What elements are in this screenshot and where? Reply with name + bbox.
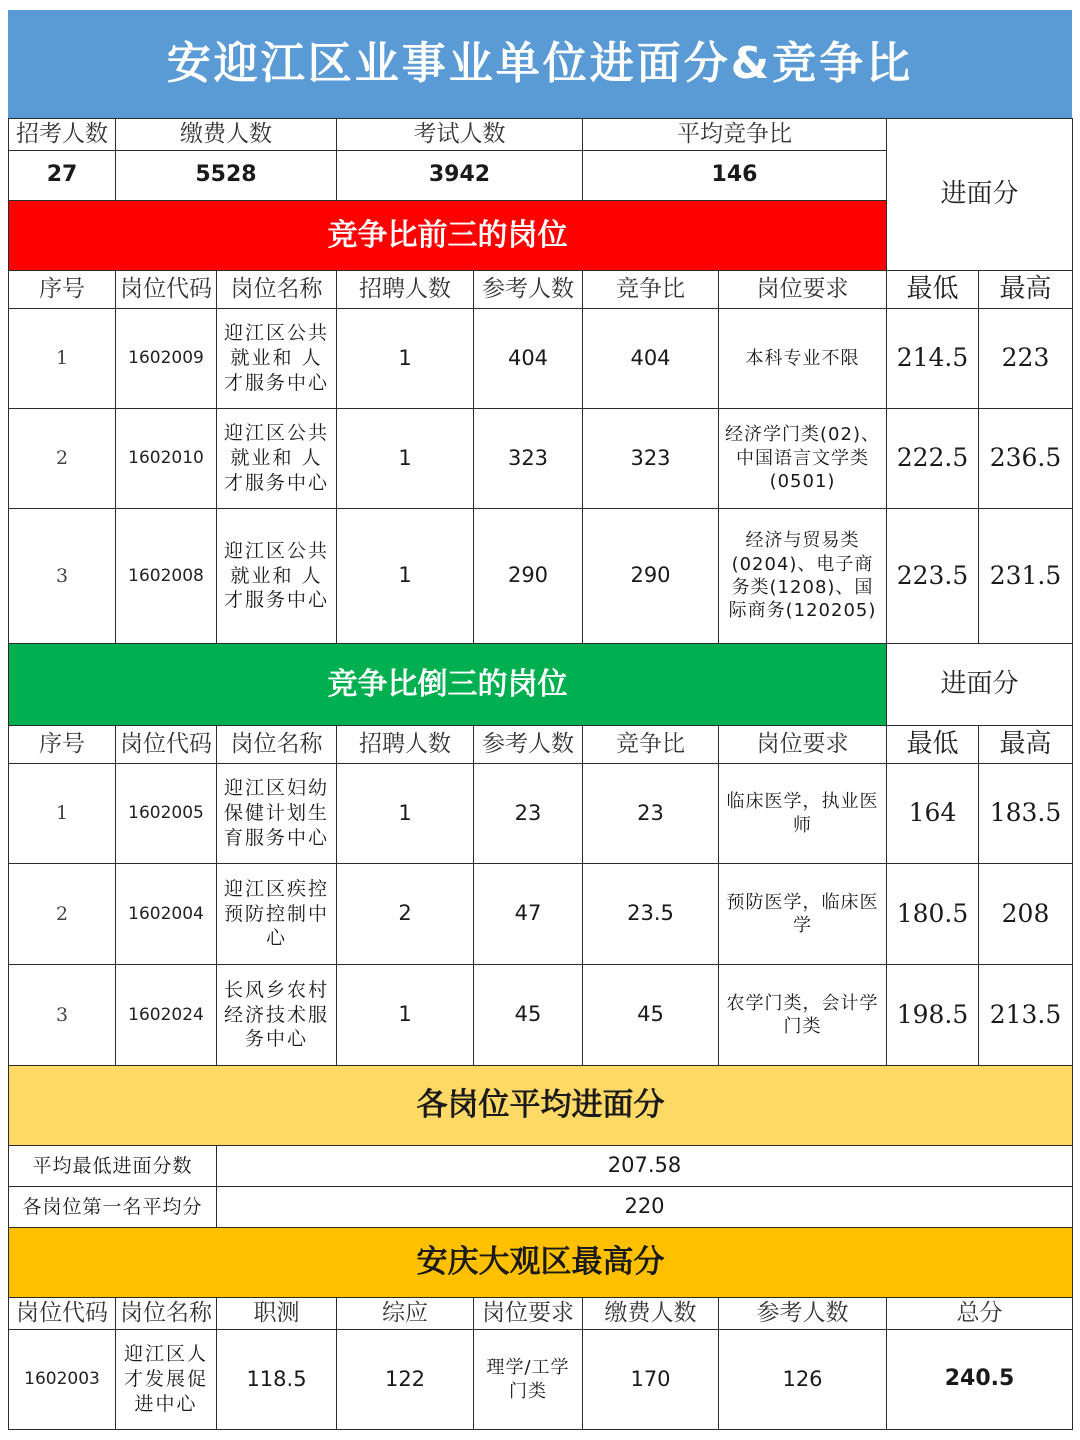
top3-row-min: 223.5 bbox=[886, 508, 979, 644]
top3-row-name: 迎江区公共就业和 人才服务中心 bbox=[216, 308, 337, 409]
score-table bbox=[8, 10, 1072, 1430]
top3-row-seq: 1 bbox=[8, 308, 116, 409]
bottom3-row-max: 208 bbox=[978, 863, 1073, 965]
bottom3-row-ratio: 23 bbox=[582, 763, 719, 864]
top3-row-examinees: 323 bbox=[473, 408, 583, 509]
top3-row-code: 1602009 bbox=[115, 308, 217, 409]
top3-row-examinees: 404 bbox=[473, 308, 583, 409]
daguan-paid: 170 bbox=[582, 1329, 719, 1430]
bottom3-req-header: 岗位要求 bbox=[718, 725, 887, 764]
top3-row-req: 经济与贸易类(0204)、电子商务类(1208)、国际商务(120205) bbox=[718, 508, 887, 644]
bottom3-hire-header: 招聘人数 bbox=[336, 725, 474, 764]
top3-name-header: 岗位名称 bbox=[216, 270, 337, 309]
daguan-req-header: 岗位要求 bbox=[473, 1297, 583, 1330]
bottom3-row-hire: 2 bbox=[336, 863, 474, 965]
bottom3-row-code: 1602005 bbox=[115, 763, 217, 864]
daguan-zongying: 122 bbox=[336, 1329, 474, 1430]
bottom3-row-max: 183.5 bbox=[978, 763, 1073, 864]
recruit-count-header: 招考人数 bbox=[8, 118, 116, 151]
bottom3-row-seq: 3 bbox=[8, 964, 116, 1066]
score-label-top: 进面分 bbox=[886, 118, 1073, 271]
top3-row-max: 231.5 bbox=[978, 508, 1073, 644]
bottom3-row-min: 180.5 bbox=[886, 863, 979, 965]
top3-examinees-header: 参考人数 bbox=[473, 270, 583, 309]
bottom3-row-min: 198.5 bbox=[886, 964, 979, 1066]
top3-row-seq: 2 bbox=[8, 408, 116, 509]
top3-row-hire: 1 bbox=[336, 508, 474, 644]
daguan-total: 240.5 bbox=[886, 1329, 1073, 1430]
avg-first-label: 各岗位第一名平均分 bbox=[8, 1186, 217, 1228]
top3-seq-header: 序号 bbox=[8, 270, 116, 309]
recruit-count-value: 27 bbox=[8, 150, 116, 201]
daguan-zongying-header: 综应 bbox=[336, 1297, 474, 1330]
bottom3-min-score-header: 最低 bbox=[886, 725, 979, 764]
daguan-paid-header: 缴费人数 bbox=[582, 1297, 719, 1330]
bottom3-row-seq: 2 bbox=[8, 863, 116, 965]
top3-row-name: 迎江区公共就业和 人才服务中心 bbox=[216, 508, 337, 644]
top3-row-seq: 3 bbox=[8, 508, 116, 644]
top3-hire-header: 招聘人数 bbox=[336, 270, 474, 309]
daguan-req: 理学/工学门类 bbox=[473, 1329, 583, 1430]
daguan-section-title: 安庆大观区最高分 bbox=[8, 1227, 1073, 1298]
daguan-name-header: 岗位名称 bbox=[115, 1297, 217, 1330]
average-section-title: 各岗位平均进面分 bbox=[8, 1065, 1073, 1146]
avg-ratio-header: 平均竞争比 bbox=[582, 118, 887, 151]
top3-row-min: 214.5 bbox=[886, 308, 979, 409]
top3-section-title: 竞争比前三的岗位 bbox=[8, 200, 887, 271]
top3-row-examinees: 290 bbox=[473, 508, 583, 644]
bottom3-code-header: 岗位代码 bbox=[115, 725, 217, 764]
bottom3-max-score-header: 最高 bbox=[978, 725, 1073, 764]
bottom3-row-hire: 1 bbox=[336, 964, 474, 1066]
bottom3-row-code: 1602024 bbox=[115, 964, 217, 1066]
avg-min-label: 平均最低进面分数 bbox=[8, 1145, 217, 1187]
top3-row-name: 迎江区公共就业和 人才服务中心 bbox=[216, 408, 337, 509]
bottom3-examinees-header: 参考人数 bbox=[473, 725, 583, 764]
daguan-zhice: 118.5 bbox=[216, 1329, 337, 1430]
top3-max-score-header: 最高 bbox=[978, 270, 1073, 309]
bottom3-row-code: 1602004 bbox=[115, 863, 217, 965]
score-label-bottom: 进面分 bbox=[886, 643, 1073, 726]
top3-row-max: 236.5 bbox=[978, 408, 1073, 509]
exam-count-value: 3942 bbox=[336, 150, 583, 201]
daguan-total-header: 总分 bbox=[886, 1297, 1073, 1330]
top3-row-hire: 1 bbox=[336, 308, 474, 409]
bottom3-row-ratio: 45 bbox=[582, 964, 719, 1066]
exam-count-header: 考试人数 bbox=[336, 118, 583, 151]
top3-row-hire: 1 bbox=[336, 408, 474, 509]
bottom3-ratio-header: 竞争比 bbox=[582, 725, 719, 764]
daguan-examinees: 126 bbox=[718, 1329, 887, 1430]
avg-first-value: 220 bbox=[216, 1186, 1073, 1228]
bottom3-row-examinees: 23 bbox=[473, 763, 583, 864]
bottom3-row-examinees: 45 bbox=[473, 964, 583, 1066]
bottom3-row-max: 213.5 bbox=[978, 964, 1073, 1066]
top3-row-max: 223 bbox=[978, 308, 1073, 409]
bottom3-row-seq: 1 bbox=[8, 763, 116, 864]
bottom3-section-title: 竞争比倒三的岗位 bbox=[8, 643, 887, 726]
daguan-examinees-header: 参考人数 bbox=[718, 1297, 887, 1330]
top3-row-ratio: 323 bbox=[582, 408, 719, 509]
paid-count-value: 5528 bbox=[115, 150, 337, 201]
top3-min-score-header: 最低 bbox=[886, 270, 979, 309]
paid-count-header: 缴费人数 bbox=[115, 118, 337, 151]
daguan-zhice-header: 职测 bbox=[216, 1297, 337, 1330]
top3-row-code: 1602010 bbox=[115, 408, 217, 509]
daguan-code-header: 岗位代码 bbox=[8, 1297, 116, 1330]
top3-req-header: 岗位要求 bbox=[718, 270, 887, 309]
bottom3-row-name: 长风乡农村经济技术服务中心 bbox=[216, 964, 337, 1066]
top3-code-header: 岗位代码 bbox=[115, 270, 217, 309]
top3-row-min: 222.5 bbox=[886, 408, 979, 509]
bottom3-row-ratio: 23.5 bbox=[582, 863, 719, 965]
avg-min-value: 207.58 bbox=[216, 1145, 1073, 1187]
top3-row-req: 本科专业不限 bbox=[718, 308, 887, 409]
bottom3-row-req: 临床医学，执业医师 bbox=[718, 763, 887, 864]
daguan-code: 1602003 bbox=[8, 1329, 116, 1430]
top3-ratio-header: 竞争比 bbox=[582, 270, 719, 309]
daguan-name: 迎江区人才发展促进中心 bbox=[115, 1329, 217, 1430]
bottom3-row-min: 164 bbox=[886, 763, 979, 864]
bottom3-seq-header: 序号 bbox=[8, 725, 116, 764]
avg-ratio-value: 146 bbox=[582, 150, 887, 201]
bottom3-row-req: 预防医学，临床医学 bbox=[718, 863, 887, 965]
bottom3-name-header: 岗位名称 bbox=[216, 725, 337, 764]
bottom3-row-examinees: 47 bbox=[473, 863, 583, 965]
bottom3-row-hire: 1 bbox=[336, 763, 474, 864]
bottom3-row-name: 迎江区妇幼保健计划生育服务中心 bbox=[216, 763, 337, 864]
page-title: 安迎江区业事业单位进面分&竞争比 bbox=[8, 10, 1072, 118]
top3-row-ratio: 290 bbox=[582, 508, 719, 644]
top3-row-code: 1602008 bbox=[115, 508, 217, 644]
top3-row-req: 经济学门类(02)、中国语言文学类(0501) bbox=[718, 408, 887, 509]
bottom3-row-name: 迎江区疾控预防控制中心 bbox=[216, 863, 337, 965]
top3-row-ratio: 404 bbox=[582, 308, 719, 409]
bottom3-row-req: 农学门类，会计学门类 bbox=[718, 964, 887, 1066]
